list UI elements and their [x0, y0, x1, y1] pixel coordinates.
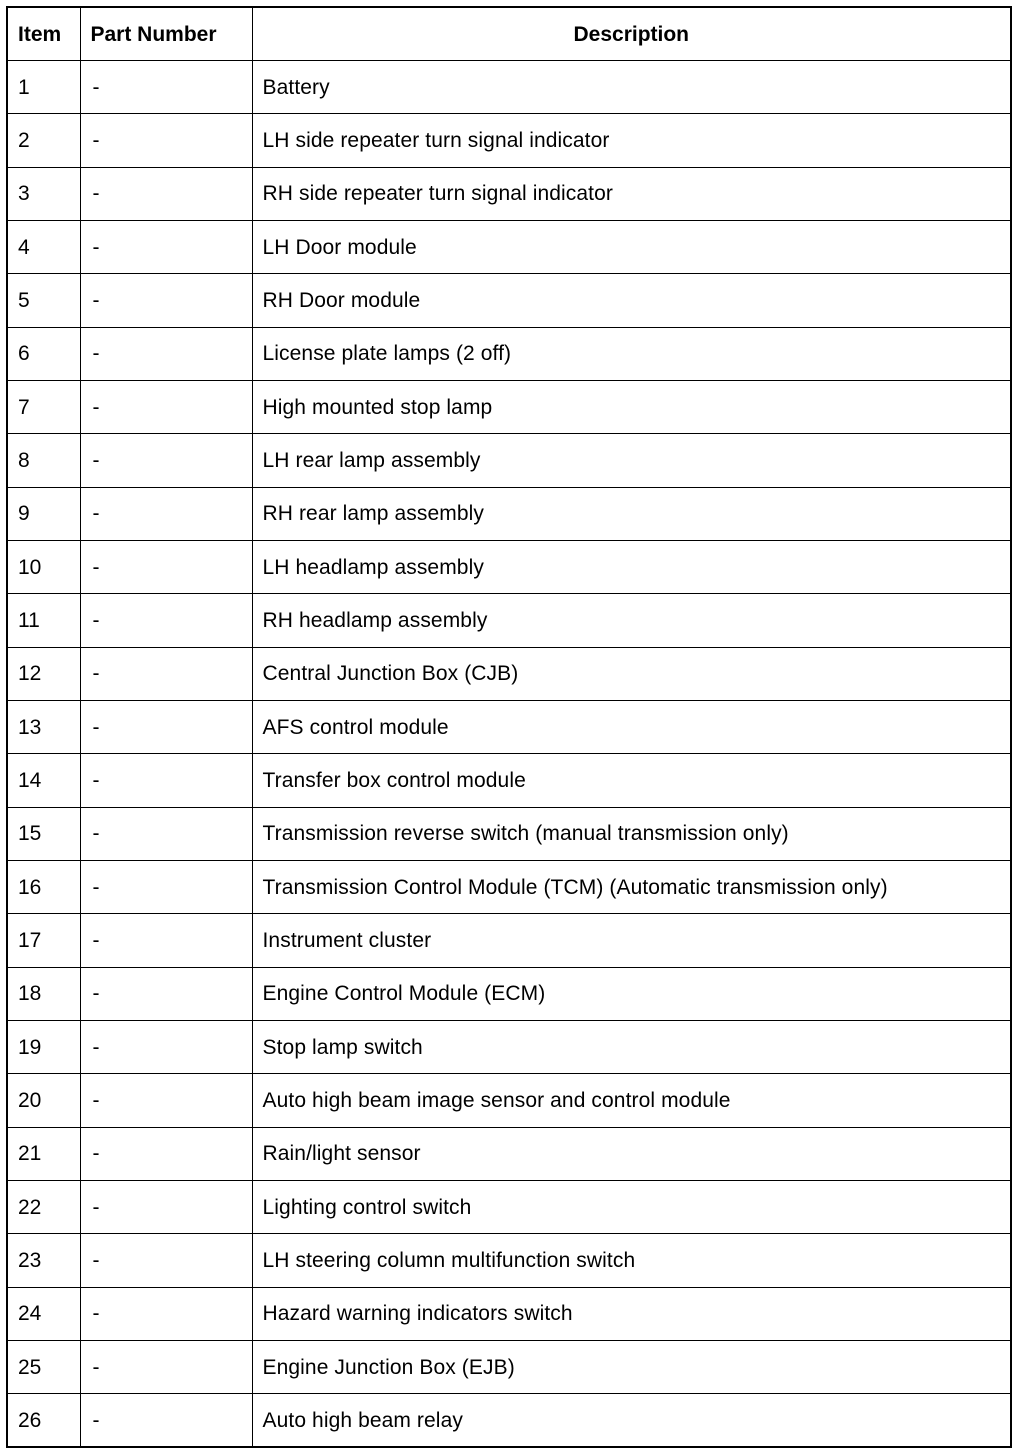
- cell-part-number: -: [80, 327, 252, 380]
- cell-item: 1: [8, 61, 80, 114]
- cell-description: LH Door module: [252, 220, 1010, 273]
- cell-description: RH side repeater turn signal indicator: [252, 167, 1010, 220]
- cell-item: 13: [8, 700, 80, 753]
- cell-part-number: -: [80, 594, 252, 647]
- cell-item: 24: [8, 1287, 80, 1340]
- cell-description: RH rear lamp assembly: [252, 487, 1010, 540]
- table-row: [8, 594, 1010, 647]
- cell-part-number: -: [80, 1180, 252, 1233]
- cell-part-number: -: [80, 967, 252, 1020]
- cell-description: Engine Control Module (ECM): [252, 967, 1010, 1020]
- cell-item: 9: [8, 487, 80, 540]
- table-row: [8, 220, 1010, 273]
- cell-item: 5: [8, 274, 80, 327]
- table-header-row: [8, 8, 1010, 61]
- cell-part-number: -: [80, 434, 252, 487]
- table-row: [8, 754, 1010, 807]
- table-row: [8, 967, 1010, 1020]
- cell-item: 7: [8, 380, 80, 433]
- cell-part-number: -: [80, 1020, 252, 1073]
- cell-part-number: -: [80, 1340, 252, 1393]
- table-row: [8, 1394, 1010, 1446]
- cell-description: AFS control module: [252, 700, 1010, 753]
- cell-part-number: -: [80, 1394, 252, 1446]
- cell-part-number: -: [80, 1127, 252, 1180]
- cell-item: 23: [8, 1234, 80, 1287]
- cell-item: 16: [8, 860, 80, 913]
- cell-item: 20: [8, 1074, 80, 1127]
- table-row: [8, 1234, 1010, 1287]
- cell-part-number: -: [80, 1287, 252, 1340]
- cell-item: 26: [8, 1394, 80, 1446]
- cell-item: 25: [8, 1340, 80, 1393]
- cell-description: Stop lamp switch: [252, 1020, 1010, 1073]
- cell-description: Transmission reverse switch (manual transmission only): [252, 807, 1010, 860]
- table-row: [8, 274, 1010, 327]
- cell-part-number: -: [80, 380, 252, 433]
- cell-description: Battery: [252, 61, 1010, 114]
- table-row: [8, 540, 1010, 593]
- cell-part-number: -: [80, 167, 252, 220]
- cell-part-number: -: [80, 274, 252, 327]
- table-row: [8, 434, 1010, 487]
- cell-description: LH rear lamp assembly: [252, 434, 1010, 487]
- cell-description: RH Door module: [252, 274, 1010, 327]
- table-row: [8, 167, 1010, 220]
- table-row: [8, 700, 1010, 753]
- cell-item: 14: [8, 754, 80, 807]
- header-item: Item: [8, 8, 80, 61]
- cell-part-number: -: [80, 807, 252, 860]
- cell-item: 3: [8, 167, 80, 220]
- cell-part-number: -: [80, 114, 252, 167]
- cell-description: Central Junction Box (CJB): [252, 647, 1010, 700]
- table-row: [8, 1020, 1010, 1073]
- cell-part-number: -: [80, 860, 252, 913]
- table-row: [8, 114, 1010, 167]
- header-part-number: Part Number: [80, 8, 252, 61]
- table-row: [8, 1074, 1010, 1127]
- table-row: [8, 61, 1010, 114]
- table-row: [8, 1180, 1010, 1233]
- cell-description: Instrument cluster: [252, 914, 1010, 967]
- cell-description: LH side repeater turn signal indicator: [252, 114, 1010, 167]
- cell-part-number: -: [80, 700, 252, 753]
- cell-description: RH headlamp assembly: [252, 594, 1010, 647]
- table-body: [8, 61, 1010, 1447]
- cell-part-number: -: [80, 1234, 252, 1287]
- cell-description: LH headlamp assembly: [252, 540, 1010, 593]
- cell-description: Transmission Control Module (TCM) (Automatic transmission only): [252, 860, 1010, 913]
- cell-item: 11: [8, 594, 80, 647]
- cell-item: 18: [8, 967, 80, 1020]
- cell-description: High mounted stop lamp: [252, 380, 1010, 433]
- cell-item: 2: [8, 114, 80, 167]
- cell-description: Auto high beam image sensor and control module: [252, 1074, 1010, 1127]
- table-row: [8, 1127, 1010, 1180]
- cell-part-number: -: [80, 540, 252, 593]
- table-row: [8, 1340, 1010, 1393]
- table-row: [8, 487, 1010, 540]
- cell-description: LH steering column multifunction switch: [252, 1234, 1010, 1287]
- cell-item: 15: [8, 807, 80, 860]
- cell-item: 19: [8, 1020, 80, 1073]
- cell-item: 8: [8, 434, 80, 487]
- table-row: [8, 914, 1010, 967]
- cell-part-number: -: [80, 754, 252, 807]
- cell-item: 12: [8, 647, 80, 700]
- cell-item: 17: [8, 914, 80, 967]
- cell-part-number: -: [80, 61, 252, 114]
- cell-description: Transfer box control module: [252, 754, 1010, 807]
- table-row: [8, 647, 1010, 700]
- cell-item: 10: [8, 540, 80, 593]
- cell-description: Auto high beam relay: [252, 1394, 1010, 1446]
- cell-description: Engine Junction Box (EJB): [252, 1340, 1010, 1393]
- cell-part-number: -: [80, 487, 252, 540]
- cell-part-number: -: [80, 220, 252, 273]
- cell-item: 21: [8, 1127, 80, 1180]
- cell-part-number: -: [80, 647, 252, 700]
- table-row: [8, 860, 1010, 913]
- parts-table-container: [6, 6, 1012, 1448]
- table-row: [8, 1287, 1010, 1340]
- cell-description: License plate lamps (2 off): [252, 327, 1010, 380]
- cell-part-number: -: [80, 914, 252, 967]
- header-description: Description: [252, 8, 1010, 61]
- cell-item: 6: [8, 327, 80, 380]
- cell-part-number: -: [80, 1074, 252, 1127]
- table-row: [8, 380, 1010, 433]
- table-row: [8, 327, 1010, 380]
- cell-description: Rain/light sensor: [252, 1127, 1010, 1180]
- cell-item: 22: [8, 1180, 80, 1233]
- parts-table: [8, 8, 1010, 1446]
- table-row: [8, 807, 1010, 860]
- cell-description: Lighting control switch: [252, 1180, 1010, 1233]
- cell-item: 4: [8, 220, 80, 273]
- cell-description: Hazard warning indicators switch: [252, 1287, 1010, 1340]
